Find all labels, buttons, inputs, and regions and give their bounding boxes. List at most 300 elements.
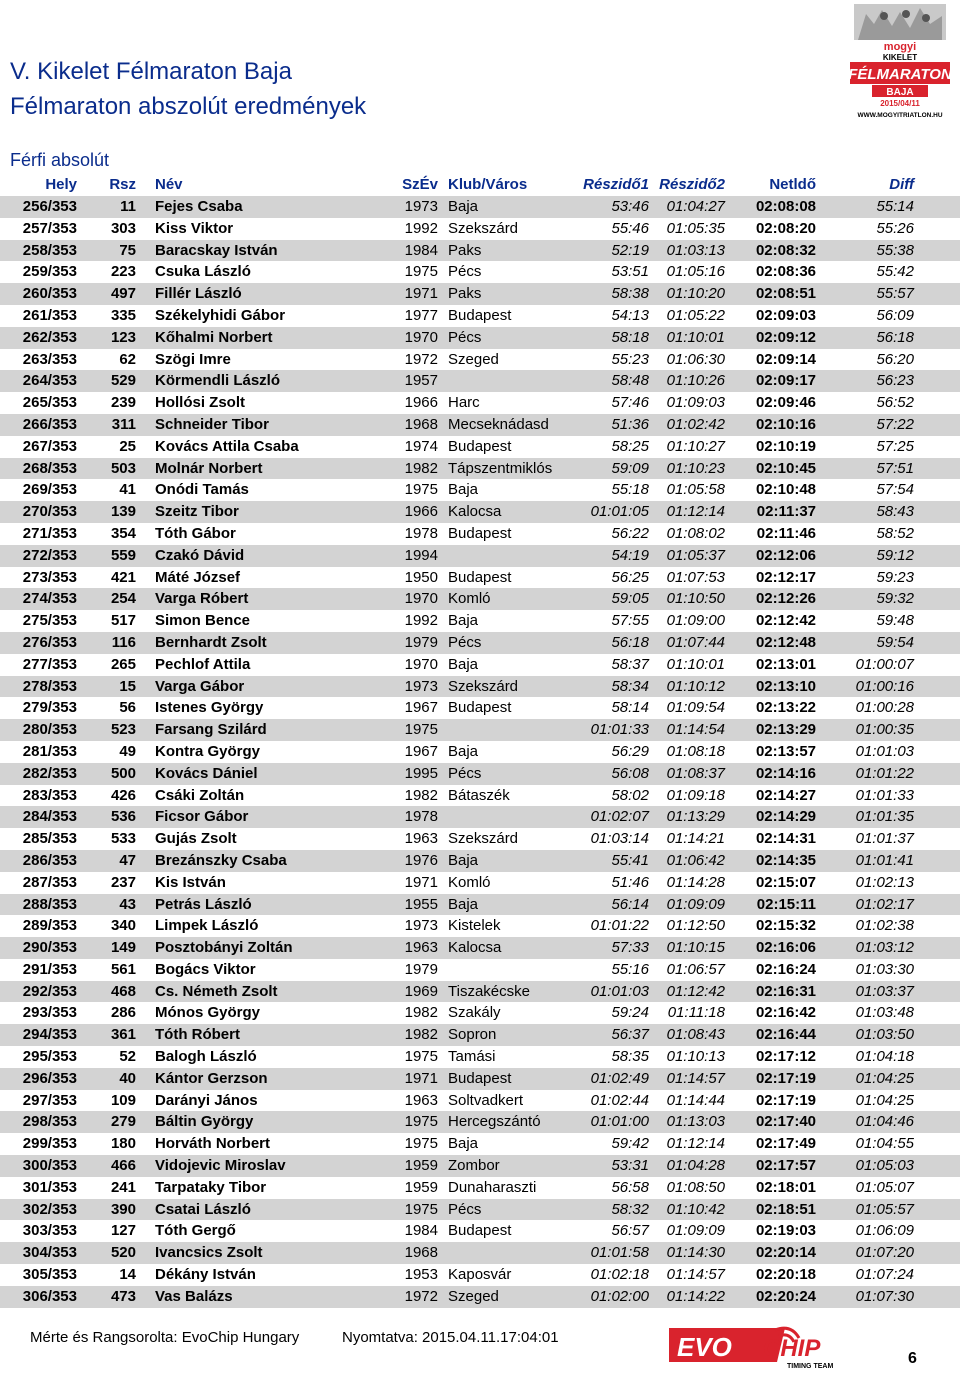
cell-szev: 1972	[404, 350, 438, 368]
cell-rsz: 139	[110, 503, 136, 521]
table-row	[0, 763, 960, 785]
table-row	[0, 349, 960, 371]
cell-r1: 57:33	[611, 939, 649, 957]
logo-line5: 2015/04/11	[880, 99, 920, 108]
cell-r2: 01:12:50	[666, 917, 725, 935]
cell-szev: 1975	[404, 1200, 438, 1218]
cell-nev: Posztobányi Zoltán	[155, 939, 293, 957]
cell-net: 02:15:32	[755, 917, 816, 935]
cell-diff: 01:01:22	[855, 764, 914, 782]
cell-r1: 55:23	[611, 350, 649, 368]
cell-r1: 55:41	[611, 851, 649, 869]
cell-hely: 264/353	[22, 372, 77, 390]
cell-net: 02:16:44	[755, 1026, 816, 1044]
cell-rsz: 523	[110, 721, 136, 739]
cell-rsz: 109	[110, 1091, 136, 1109]
cell-rsz: 529	[110, 372, 136, 390]
cell-r1: 56:22	[611, 524, 649, 542]
cell-rsz: 340	[110, 917, 136, 935]
logo-line4: BAJA	[886, 87, 914, 98]
cell-r1: 58:32	[611, 1200, 649, 1218]
table-row	[0, 545, 960, 567]
cell-diff: 56:23	[876, 372, 914, 390]
cell-szev: 1966	[404, 394, 438, 412]
cell-r2: 01:10:20	[666, 285, 725, 303]
cell-szev: 1966	[404, 503, 438, 521]
table-row	[0, 632, 960, 654]
cell-r2: 01:09:00	[666, 612, 725, 630]
cell-rsz: 536	[110, 808, 136, 826]
header-hely: Hely	[45, 176, 77, 193]
cell-diff: 55:26	[876, 219, 914, 237]
cell-r2: 01:13:29	[666, 808, 725, 826]
cell-r2: 01:13:03	[666, 1113, 725, 1131]
cell-r2: 01:10:50	[666, 590, 725, 608]
cell-hely: 279/353	[22, 699, 77, 717]
cell-szev: 1953	[404, 1266, 438, 1284]
cell-rsz: 47	[119, 851, 136, 869]
cell-diff: 01:01:41	[855, 851, 914, 869]
table-row	[0, 1046, 960, 1068]
cell-r1: 54:19	[611, 546, 649, 564]
cell-klub: Kaposvár	[448, 1266, 512, 1284]
cell-rsz: 41	[119, 481, 136, 499]
cell-rsz: 56	[119, 699, 136, 717]
cell-szev: 1971	[404, 873, 438, 891]
cell-r2: 01:09:09	[666, 1222, 725, 1240]
cell-diff: 56:52	[876, 394, 914, 412]
cell-klub: Baja	[448, 198, 479, 215]
cell-szev: 1967	[404, 699, 438, 717]
cell-diff: 01:01:03	[855, 742, 914, 760]
cell-r2: 01:05:16	[666, 263, 725, 281]
chip-text: CHIP	[763, 1335, 821, 1362]
results-table	[0, 196, 960, 1308]
cell-diff: 01:02:17	[855, 895, 914, 913]
cell-r1: 58:38	[611, 285, 649, 303]
cell-diff: 56:20	[876, 350, 914, 368]
cell-szev: 1959	[404, 1157, 438, 1175]
cell-net: 02:16:06	[755, 939, 816, 957]
cell-r2: 01:09:18	[666, 786, 725, 804]
cell-diff: 01:00:35	[855, 721, 914, 739]
cell-rsz: 237	[110, 873, 136, 891]
table-row	[0, 1024, 960, 1046]
cell-klub: Pécs	[448, 633, 482, 651]
cell-nev: Fejes Csaba	[155, 198, 243, 215]
cell-diff: 01:00:07	[855, 655, 914, 673]
cell-hely: 280/353	[22, 721, 77, 739]
cell-hely: 273/353	[22, 568, 77, 586]
cell-net: 02:10:16	[755, 415, 816, 433]
cell-hely: 296/353	[22, 1069, 77, 1087]
cell-hely: 286/353	[22, 851, 77, 869]
table-row	[0, 785, 960, 807]
cell-nev: Gujás Zsolt	[155, 830, 237, 848]
cell-nev: Vidojevic Miroslav	[155, 1157, 286, 1175]
cell-hely: 260/353	[22, 285, 77, 303]
cell-diff: 01:03:48	[855, 1004, 914, 1022]
cell-net: 02:17:19	[755, 1091, 816, 1109]
cell-klub: Kistelek	[448, 917, 501, 935]
cell-diff: 59:12	[876, 546, 914, 564]
cell-rsz: 40	[119, 1069, 136, 1087]
cell-r2: 01:03:13	[666, 241, 725, 259]
cell-r2: 01:05:58	[666, 481, 725, 499]
cell-diff: 01:02:38	[855, 917, 914, 935]
cell-r2: 01:14:28	[666, 873, 725, 891]
cell-hely: 261/353	[22, 306, 77, 324]
cell-net: 02:15:11	[756, 895, 816, 913]
event-logo	[848, 2, 952, 120]
cell-rsz: 223	[110, 263, 136, 281]
cell-nev: Körmendli László	[155, 372, 281, 390]
cell-szev: 1977	[404, 306, 438, 324]
cell-r2: 01:14:57	[666, 1069, 725, 1087]
cell-hely: 295/353	[22, 1048, 77, 1066]
table-row	[0, 850, 960, 872]
cell-r2: 01:10:01	[666, 328, 725, 346]
cell-hely: 303/353	[22, 1222, 77, 1240]
cell-diff: 01:03:37	[855, 982, 914, 1000]
cell-szev: 1955	[404, 895, 438, 913]
cell-hely: 257/353	[22, 219, 77, 237]
cell-net: 02:16:42	[755, 1004, 816, 1022]
table-row	[0, 1133, 960, 1155]
cell-net: 02:09:03	[755, 306, 816, 324]
cell-rsz: 468	[110, 982, 136, 1000]
cell-nev: Hollósi Zsolt	[155, 394, 245, 412]
logo-line2: KIKELET	[882, 53, 918, 62]
cell-net: 02:10:19	[755, 437, 816, 455]
cell-net: 02:10:48	[755, 481, 816, 499]
cell-nev: Kántor Gerzson	[155, 1069, 268, 1087]
cell-szev: 1957	[404, 372, 438, 390]
cell-klub: Baja	[448, 655, 479, 673]
cell-diff: 55:14	[876, 198, 914, 215]
table-row	[0, 283, 960, 305]
header-klub: Klub/Város	[448, 176, 528, 193]
cell-hely: 281/353	[22, 742, 77, 760]
cell-r2: 01:05:37	[666, 546, 725, 564]
cell-diff: 01:07:20	[855, 1244, 914, 1262]
cell-r1: 58:18	[611, 328, 649, 346]
cell-rsz: 180	[110, 1135, 136, 1153]
cell-diff: 58:52	[876, 524, 914, 542]
cell-hely: 288/353	[22, 895, 77, 913]
cell-klub: Szakály	[448, 1004, 501, 1022]
header-r1: Részidő1	[583, 176, 649, 193]
cell-r2: 01:08:18	[666, 742, 725, 760]
cell-klub: Budapest	[448, 437, 512, 455]
cell-diff: 59:54	[876, 633, 914, 651]
cell-nev: Csuka László	[155, 263, 251, 281]
cell-r2: 01:14:30	[666, 1244, 725, 1262]
cell-nev: Cs. Németh Zsolt	[155, 982, 278, 1000]
cell-szev: 1982	[404, 1004, 438, 1022]
cell-net: 02:08:08	[755, 198, 816, 215]
table-row	[0, 1220, 960, 1242]
table-row	[0, 523, 960, 545]
cell-net: 02:12:48	[755, 633, 816, 651]
table-row	[0, 806, 960, 828]
cell-diff: 01:00:28	[855, 699, 914, 717]
table-row	[0, 719, 960, 741]
cell-klub: Bátaszék	[448, 786, 510, 804]
cell-rsz: 241	[110, 1178, 136, 1196]
cell-r2: 01:10:27	[666, 437, 725, 455]
cell-net: 02:17:49	[755, 1135, 816, 1153]
cell-rsz: 286	[110, 1004, 136, 1022]
cell-nev: Bernhardt Zsolt	[155, 633, 267, 651]
cell-hely: 292/353	[22, 982, 77, 1000]
cell-diff: 59:48	[876, 612, 914, 630]
cell-diff: 01:03:50	[855, 1026, 914, 1044]
cell-net: 02:12:26	[755, 590, 816, 608]
cell-nev: Brezánszky Csaba	[155, 851, 287, 869]
cell-rsz: 303	[110, 219, 136, 237]
timing-credit: Mérte és Rangsorolta: EvoChip Hungary	[30, 1329, 300, 1346]
cell-klub: Baja	[448, 742, 479, 760]
cell-diff: 01:01:37	[855, 830, 914, 848]
cell-hely: 262/353	[22, 328, 77, 346]
cell-nev: Czakó Dávid	[155, 546, 245, 564]
cell-rsz: 354	[110, 524, 136, 542]
cell-szev: 1969	[404, 982, 438, 1000]
cell-diff: 57:54	[876, 481, 914, 499]
cell-r1: 59:24	[611, 1004, 649, 1022]
cell-klub: Komló	[448, 590, 491, 608]
cell-diff: 01:03:12	[855, 939, 914, 957]
cell-klub: Pécs	[448, 328, 482, 346]
table-row	[0, 501, 960, 523]
cell-klub: Budapest	[448, 524, 512, 542]
cell-r1: 01:02:44	[590, 1091, 649, 1109]
cell-r1: 56:37	[611, 1026, 649, 1044]
cell-hely: 293/353	[22, 1004, 77, 1022]
table-row	[0, 894, 960, 916]
table-row	[0, 915, 960, 937]
cell-szev: 1979	[404, 633, 438, 651]
cell-net: 02:14:35	[755, 851, 816, 869]
cell-diff: 01:05:57	[855, 1200, 914, 1218]
cell-nev: Limpek László	[155, 917, 259, 935]
cell-r1: 01:02:18	[590, 1266, 649, 1284]
cell-r1: 55:18	[611, 481, 649, 499]
table-row	[0, 305, 960, 327]
cell-klub: Szekszárd	[448, 830, 519, 848]
cell-r2: 01:10:42	[666, 1200, 725, 1218]
cell-klub: Szeged	[448, 350, 499, 368]
cell-rsz: 127	[110, 1222, 136, 1240]
table-row	[0, 654, 960, 676]
cell-net: 02:11:37	[756, 503, 816, 521]
cell-szev: 1972	[404, 1287, 438, 1305]
cell-klub: Baja	[448, 612, 479, 630]
cell-net: 02:12:42	[755, 612, 816, 630]
cell-r1: 53:46	[611, 198, 649, 215]
cell-hely: 301/353	[22, 1178, 77, 1196]
cell-net: 02:08:36	[755, 263, 816, 281]
cell-r2: 01:07:44	[666, 633, 725, 651]
cell-net: 02:19:03	[755, 1222, 816, 1240]
cell-szev: 1984	[404, 241, 438, 259]
cell-klub: Harc	[448, 394, 480, 412]
cell-r2: 01:14:57	[666, 1266, 725, 1284]
cell-rsz: 116	[111, 633, 136, 651]
cell-r1: 01:01:00	[590, 1113, 649, 1131]
cell-klub: Szeged	[448, 1287, 499, 1305]
cell-szev: 1975	[404, 1113, 438, 1131]
cell-net: 02:14:16	[755, 764, 816, 782]
cell-hely: 271/353	[22, 524, 77, 542]
cell-r2: 01:10:13	[666, 1048, 725, 1066]
table-row	[0, 1199, 960, 1221]
cell-r2: 01:10:26	[666, 372, 725, 390]
cell-hely: 299/353	[22, 1135, 77, 1153]
cell-hely: 278/353	[22, 677, 77, 695]
event-title: V. Kikelet Félmaraton Baja	[10, 58, 292, 85]
cell-rsz: 533	[110, 830, 136, 848]
cell-nev: Kovács Attila Csaba	[155, 437, 299, 455]
cell-diff: 01:01:33	[855, 786, 914, 804]
cell-szev: 1973	[404, 677, 438, 695]
category-heading: Férfi absolút	[10, 150, 110, 170]
cell-r2: 01:12:42	[666, 982, 725, 1000]
cell-net: 02:14:27	[755, 786, 816, 804]
cell-hely: 284/353	[22, 808, 77, 826]
table-row	[0, 1155, 960, 1177]
cell-nev: Kontra György	[155, 742, 261, 760]
cell-nev: Mónos György	[155, 1004, 261, 1022]
cell-nev: Darányi János	[155, 1091, 258, 1109]
cell-hely: 265/353	[22, 394, 77, 412]
cell-r1: 56:08	[611, 764, 649, 782]
cell-szev: 1978	[404, 808, 438, 826]
cell-klub: Soltvadkert	[448, 1091, 524, 1109]
cell-klub: Pécs	[448, 1200, 482, 1218]
cell-szev: 1995	[404, 764, 438, 782]
cell-net: 02:09:12	[755, 328, 816, 346]
logo-url: WWW.MOGYITRIATLON.HU	[857, 112, 943, 119]
cell-szev: 1963	[404, 1091, 438, 1109]
cell-nev: Vas Balázs	[155, 1287, 233, 1305]
cell-klub: Sopron	[448, 1026, 497, 1044]
cell-r1: 01:01:58	[590, 1244, 649, 1262]
cell-net: 02:09:14	[755, 350, 816, 368]
cell-szev: 1968	[404, 1244, 438, 1262]
cell-hely: 298/353	[22, 1113, 77, 1131]
cell-net: 02:17:57	[755, 1157, 816, 1175]
cell-nev: Molnár Norbert	[155, 459, 263, 477]
cell-szev: 1950	[404, 568, 438, 586]
table-row	[0, 676, 960, 698]
cell-rsz: 335	[110, 306, 136, 324]
cell-nev: Fillér László	[155, 285, 242, 303]
cell-nev: Ivancsics Zsolt	[155, 1244, 263, 1262]
cell-r2: 01:02:42	[666, 415, 725, 433]
cell-net: 02:18:01	[755, 1178, 816, 1196]
cell-nev: Tóth Gergő	[155, 1222, 236, 1240]
cell-szev: 1975	[404, 721, 438, 739]
cell-r1: 57:55	[611, 612, 649, 630]
cell-diff: 58:43	[876, 503, 914, 521]
cell-r1: 01:02:00	[590, 1287, 649, 1305]
table-row	[0, 436, 960, 458]
print-timestamp: Nyomtatva: 2015.04.11.17:04:01	[342, 1329, 559, 1346]
cell-r2: 01:12:14	[666, 503, 725, 521]
cell-r2: 01:09:09	[666, 895, 725, 913]
cell-nev: Tóth Róbert	[155, 1026, 240, 1044]
cell-szev: 1963	[404, 939, 438, 957]
cell-hely: 269/353	[22, 481, 77, 499]
cell-nev: Balogh László	[155, 1048, 257, 1066]
cell-hely: 282/353	[22, 764, 77, 782]
cell-r1: 59:05	[611, 590, 649, 608]
cell-net: 02:15:07	[755, 873, 816, 891]
cell-rsz: 123	[110, 328, 136, 346]
cell-r2: 01:10:01	[666, 655, 725, 673]
cell-nev: Petrás László	[155, 895, 252, 913]
cell-szev: 1982	[404, 786, 438, 804]
cell-net: 02:08:32	[755, 241, 816, 259]
cell-hely: 270/353	[22, 503, 77, 521]
cell-rsz: 52	[119, 1048, 136, 1066]
cell-nev: Csatai László	[155, 1200, 251, 1218]
cell-r2: 01:14:44	[666, 1091, 725, 1109]
cell-r1: 54:13	[611, 306, 649, 324]
cell-rsz: 466	[110, 1157, 136, 1175]
cell-net: 02:13:22	[755, 699, 816, 717]
cell-nev: Székelyhidi Gábor	[155, 306, 286, 324]
cell-nev: Varga Róbert	[155, 590, 249, 608]
table-row	[0, 1090, 960, 1112]
cell-rsz: 15	[119, 677, 136, 695]
cell-r1: 01:01:33	[590, 721, 649, 739]
cell-net: 02:20:24	[755, 1287, 816, 1305]
cell-diff: 55:57	[876, 285, 914, 303]
cell-net: 02:14:31	[755, 830, 816, 848]
results-title: Félmaraton abszolút eredmények	[10, 93, 367, 120]
cell-diff: 57:51	[876, 459, 914, 477]
cell-rsz: 239	[110, 394, 136, 412]
cell-r2: 01:06:42	[666, 851, 725, 869]
cell-szev: 1963	[404, 830, 438, 848]
cell-r1: 01:02:49	[590, 1069, 649, 1087]
cell-szev: 1984	[404, 1222, 438, 1240]
cell-diff: 01:06:09	[855, 1222, 914, 1240]
cell-klub: Budapest	[448, 1069, 512, 1087]
cell-r1: 59:42	[611, 1135, 649, 1153]
cell-r1: 01:03:14	[590, 830, 649, 848]
cell-szev: 1975	[404, 1135, 438, 1153]
cell-szev: 1970	[404, 328, 438, 346]
cell-net: 02:13:10	[755, 677, 816, 695]
cell-rsz: 500	[110, 764, 136, 782]
cell-nev: Máté József	[155, 568, 241, 586]
cell-szev: 1992	[404, 219, 438, 237]
cell-diff: 01:02:13	[855, 873, 914, 891]
cell-nev: Pechlof Attila	[155, 655, 251, 673]
cell-rsz: 14	[119, 1266, 136, 1284]
cell-rsz: 43	[119, 895, 136, 913]
cell-szev: 1979	[404, 960, 438, 978]
cell-klub: Budapest	[448, 568, 512, 586]
timing-team-text: TIMING TEAM	[787, 1363, 834, 1370]
cell-rsz: 517	[110, 612, 136, 630]
cell-klub: Baja	[448, 851, 479, 869]
cell-rsz: 62	[119, 350, 136, 368]
